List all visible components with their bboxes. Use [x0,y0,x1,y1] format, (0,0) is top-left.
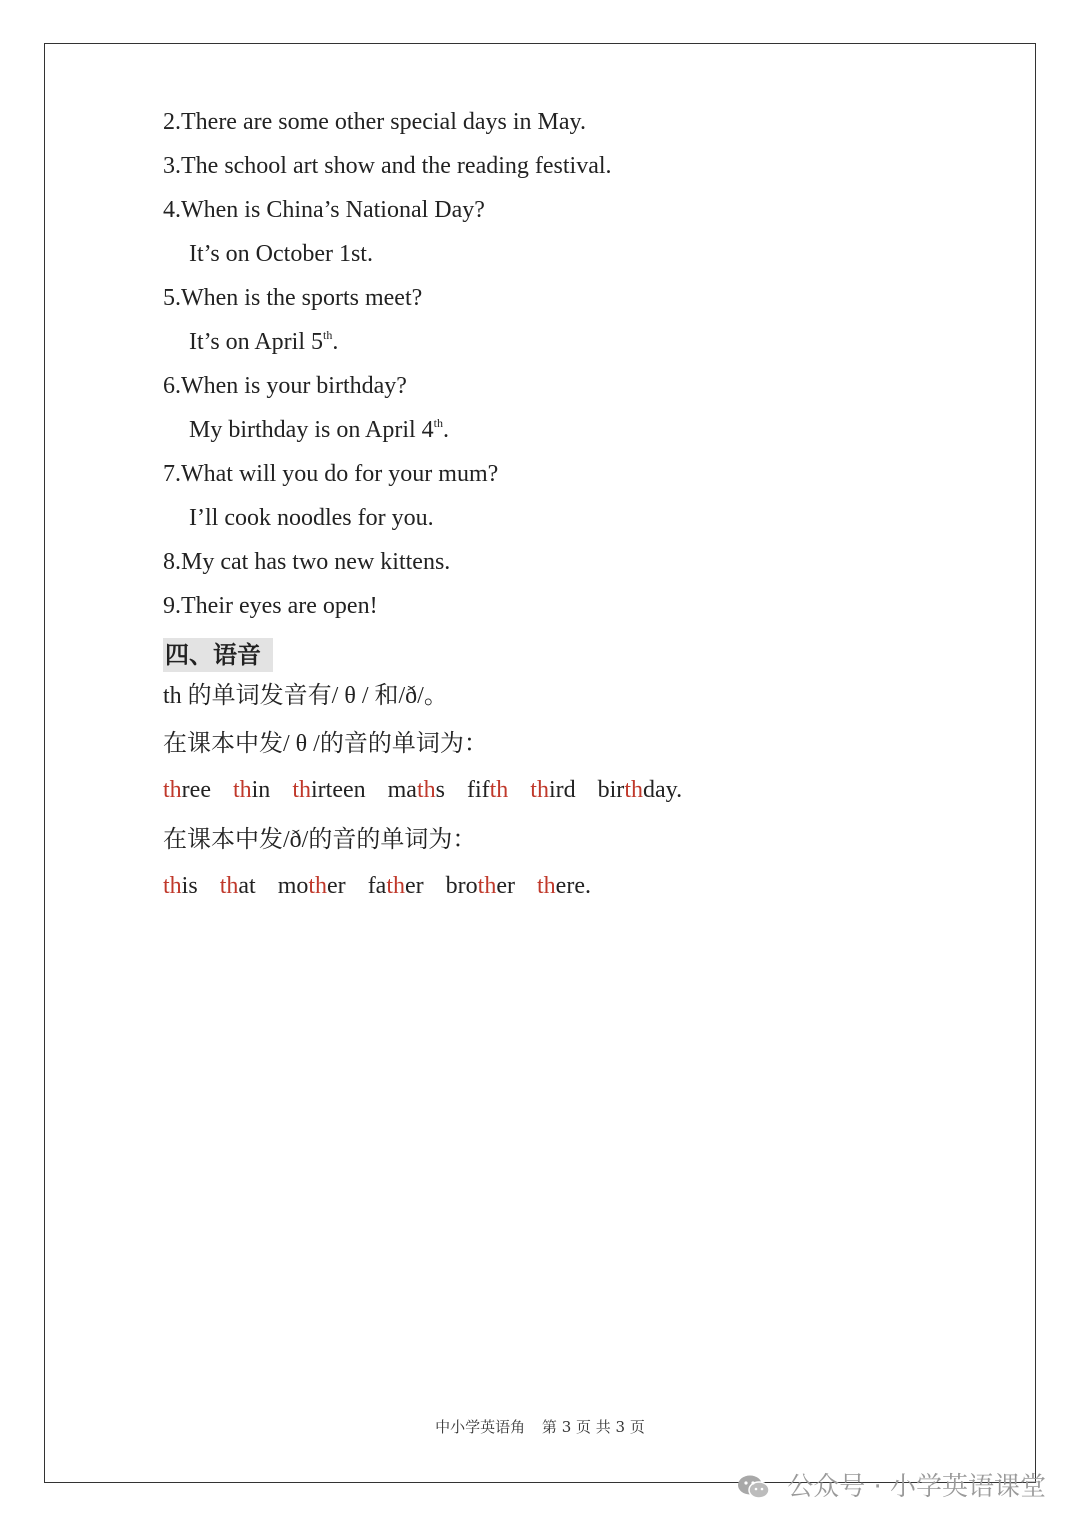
line-text: 9.Their eyes are open! [163,593,378,619]
line-text: 8.My cat has two new kittens. [163,549,451,575]
footer-source: 中小学英语角 [435,1418,526,1436]
phonics-word [467,768,508,812]
line-text: 3.The school art show and the reading festival. [163,153,612,179]
answer-line [163,100,983,144]
th-highlight: th [232,777,252,803]
document-content [163,100,983,912]
answer-line [163,496,983,540]
answer-line [163,276,983,320]
word-part: irteen [310,777,366,803]
ordinal-suffix: th [433,416,444,430]
phonics-word [278,864,346,908]
word-part: ird [548,777,576,803]
word-part: bir [597,777,625,803]
th-highlight: th [386,873,406,899]
line-text: I’ll cook noodles for you. [189,505,434,531]
th-highlight: th [537,873,556,899]
line-text: It’s on October 1st. [189,241,373,267]
th-highlight: th [219,873,239,899]
phonics-word [163,768,211,812]
phonics-word [446,864,515,908]
wechat-icon [737,1474,771,1500]
th-highlight: th [308,873,328,899]
word-part: er [405,873,424,899]
th-highlight: th [624,777,643,803]
line-text: 4.When is China’s National Day? [163,197,485,223]
word-part: ree [181,777,211,803]
th-highlight: th [416,777,436,803]
phonics-word [368,864,424,908]
line-text: 5.When is the sports meet? [163,285,423,311]
answer-line [163,408,983,452]
watermark [737,1466,1046,1503]
th-highlight: th [163,777,182,803]
answer-line [163,452,983,496]
word-part: at [238,873,256,899]
word-part: bro [445,873,478,899]
ordinal-suffix: th [323,328,333,342]
word-part: ma [387,777,417,803]
theta-label: 在课本中发/ θ /的音的单词为： [163,731,488,757]
word-part: fif [466,777,490,803]
line-punctuation: . [443,417,450,443]
answer-line [163,232,983,276]
word-part: ere. [555,873,591,899]
phonics-word [233,768,270,812]
phonics-word [537,864,591,908]
watermark-text: 公众号 · 小学英语课堂 [787,1472,1046,1502]
footer-page-info: 第 3 页 共 3 页 [541,1418,645,1436]
line-text: 2.There are some other special days in May. [163,109,586,135]
word-part: mo [277,873,309,899]
line-punctuation: . [332,329,339,355]
phonics-word [388,768,445,812]
answer-line [163,364,983,408]
word-part: day. [642,777,683,803]
th-highlight: th [489,777,509,803]
answer-line [163,540,983,584]
answer-lines [163,100,983,628]
section-intro: th 的单词发音有/ θ / 和/ð/。 [163,683,448,709]
eth-word-list [163,864,983,912]
page-footer [0,1416,1080,1437]
word-part: fa [367,873,387,899]
word-part: er [327,873,346,899]
line-text: It’s on April 5 [189,329,324,355]
theta-word-list [163,768,983,816]
line-text: 6.When is your birthday? [163,373,407,399]
section-heading: 四、语音 [163,638,273,672]
word-part: is [181,873,198,899]
th-highlight: th [163,873,182,899]
answer-line [163,188,983,232]
word-part: in [251,777,271,803]
word-part: s [435,777,445,803]
th-highlight: th [530,777,549,803]
th-highlight: th [477,873,497,899]
answer-line [163,144,983,188]
word-part: er [496,873,515,899]
line-text: 7.What will you do for your mum? [163,461,499,487]
line-text: My birthday is on April 4 [189,417,434,443]
answer-line [163,320,983,364]
answer-line [163,584,983,628]
phonics-word [530,768,575,812]
phonics-word [163,864,198,908]
phonics-word [598,768,682,812]
phonics-word [292,768,365,812]
phonics-word [220,864,256,908]
th-highlight: th [292,777,311,803]
eth-label: 在课本中发/ð/的音的单词为： [163,827,477,853]
